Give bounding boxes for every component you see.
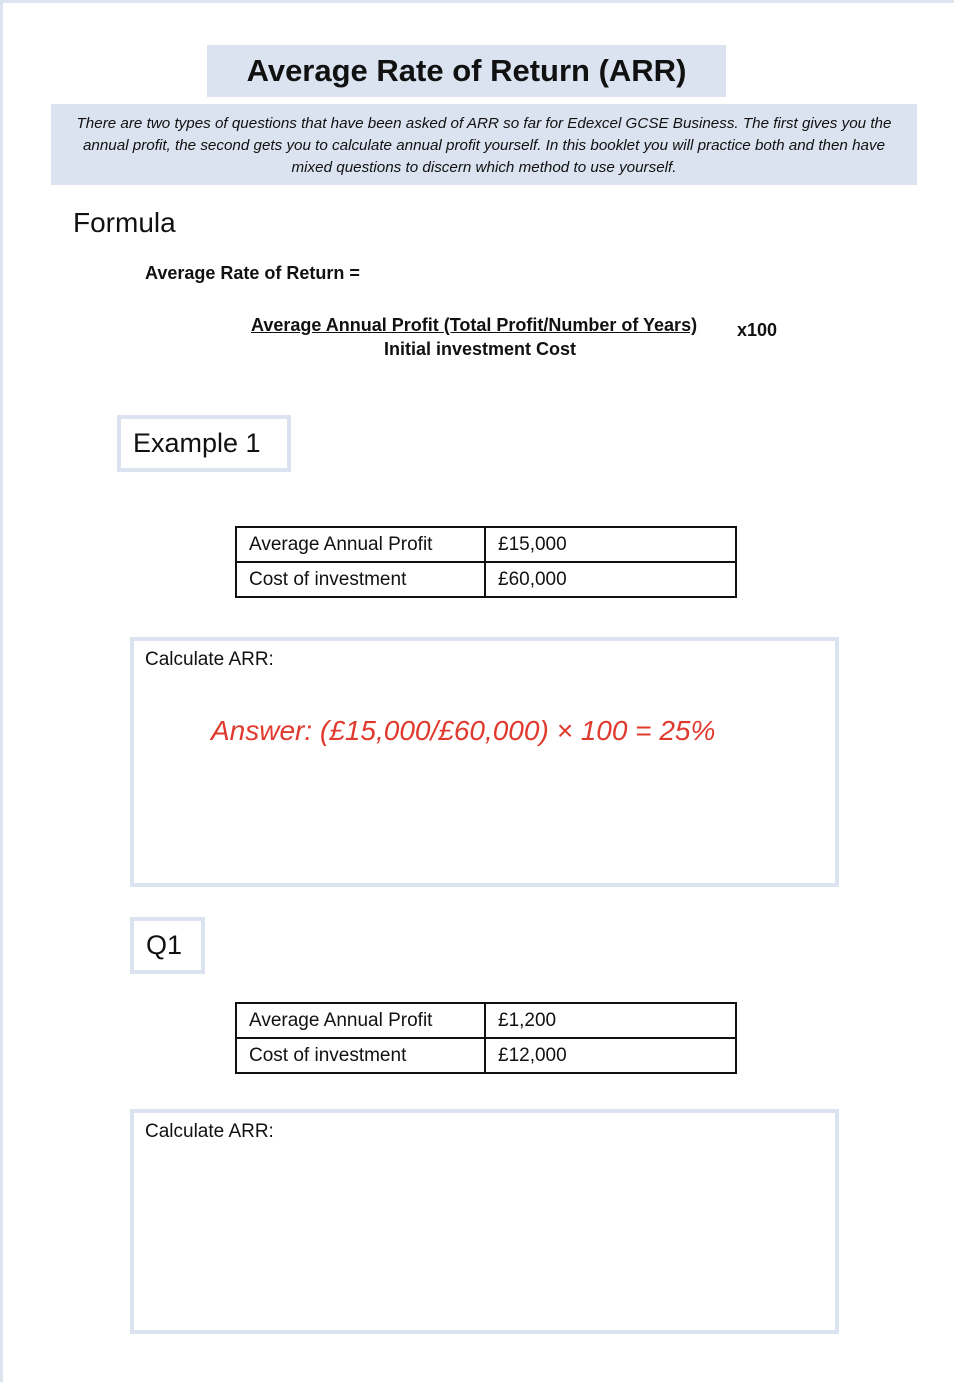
table-row: [236, 562, 736, 597]
table-row: [236, 527, 736, 562]
page-border-top: [0, 0, 954, 3]
page-border-left: [0, 0, 3, 1382]
intro-text: There are two types of questions that have been asked of ARR so far for Edexcel GCSE Business. The first gives you the annual profit, the second gets you to calculate annual profit yourself. In this booklet you will practice both and then have mixed questions to discern which method to use yourself.: [51, 104, 917, 185]
calc-label: Calculate ARR:: [145, 649, 274, 670]
example-1-answer-box[interactable]: [130, 637, 839, 887]
q1-answer-box[interactable]: [130, 1109, 839, 1334]
q1-heading: Q1: [130, 917, 205, 974]
table-cell-label: Average Annual Profit: [236, 527, 485, 562]
table-cell-value: £12,000: [485, 1038, 736, 1073]
example-1-table: [235, 526, 737, 598]
formula-denominator: Initial investment Cost: [384, 339, 577, 359]
example-1-heading: Example 1: [117, 415, 291, 472]
formula-multiplier: x100: [737, 320, 778, 340]
formula-heading: Formula: [73, 207, 176, 238]
table-row: [236, 1038, 736, 1073]
page-title: Average Rate of Return (ARR): [207, 45, 726, 97]
table-cell-label: Cost of investment: [236, 1038, 485, 1073]
q1-table: [235, 1002, 737, 1074]
formula-label: Average Rate of Return =: [145, 263, 360, 283]
table-row: [236, 1003, 736, 1038]
table-cell-value: £15,000: [485, 527, 736, 562]
table-cell-label: Cost of investment: [236, 562, 485, 597]
table-cell-label: Average Annual Profit: [236, 1003, 485, 1038]
table-cell-value: £1,200: [485, 1003, 736, 1038]
formula-numerator: Average Annual Profit (Total Profit/Number of Years): [251, 315, 698, 335]
answer-text: Answer: (£15,000/£60,000) × 100 = 25%: [211, 715, 716, 746]
calc-label: Calculate ARR:: [145, 1121, 274, 1142]
table-cell-value: £60,000: [485, 562, 736, 597]
